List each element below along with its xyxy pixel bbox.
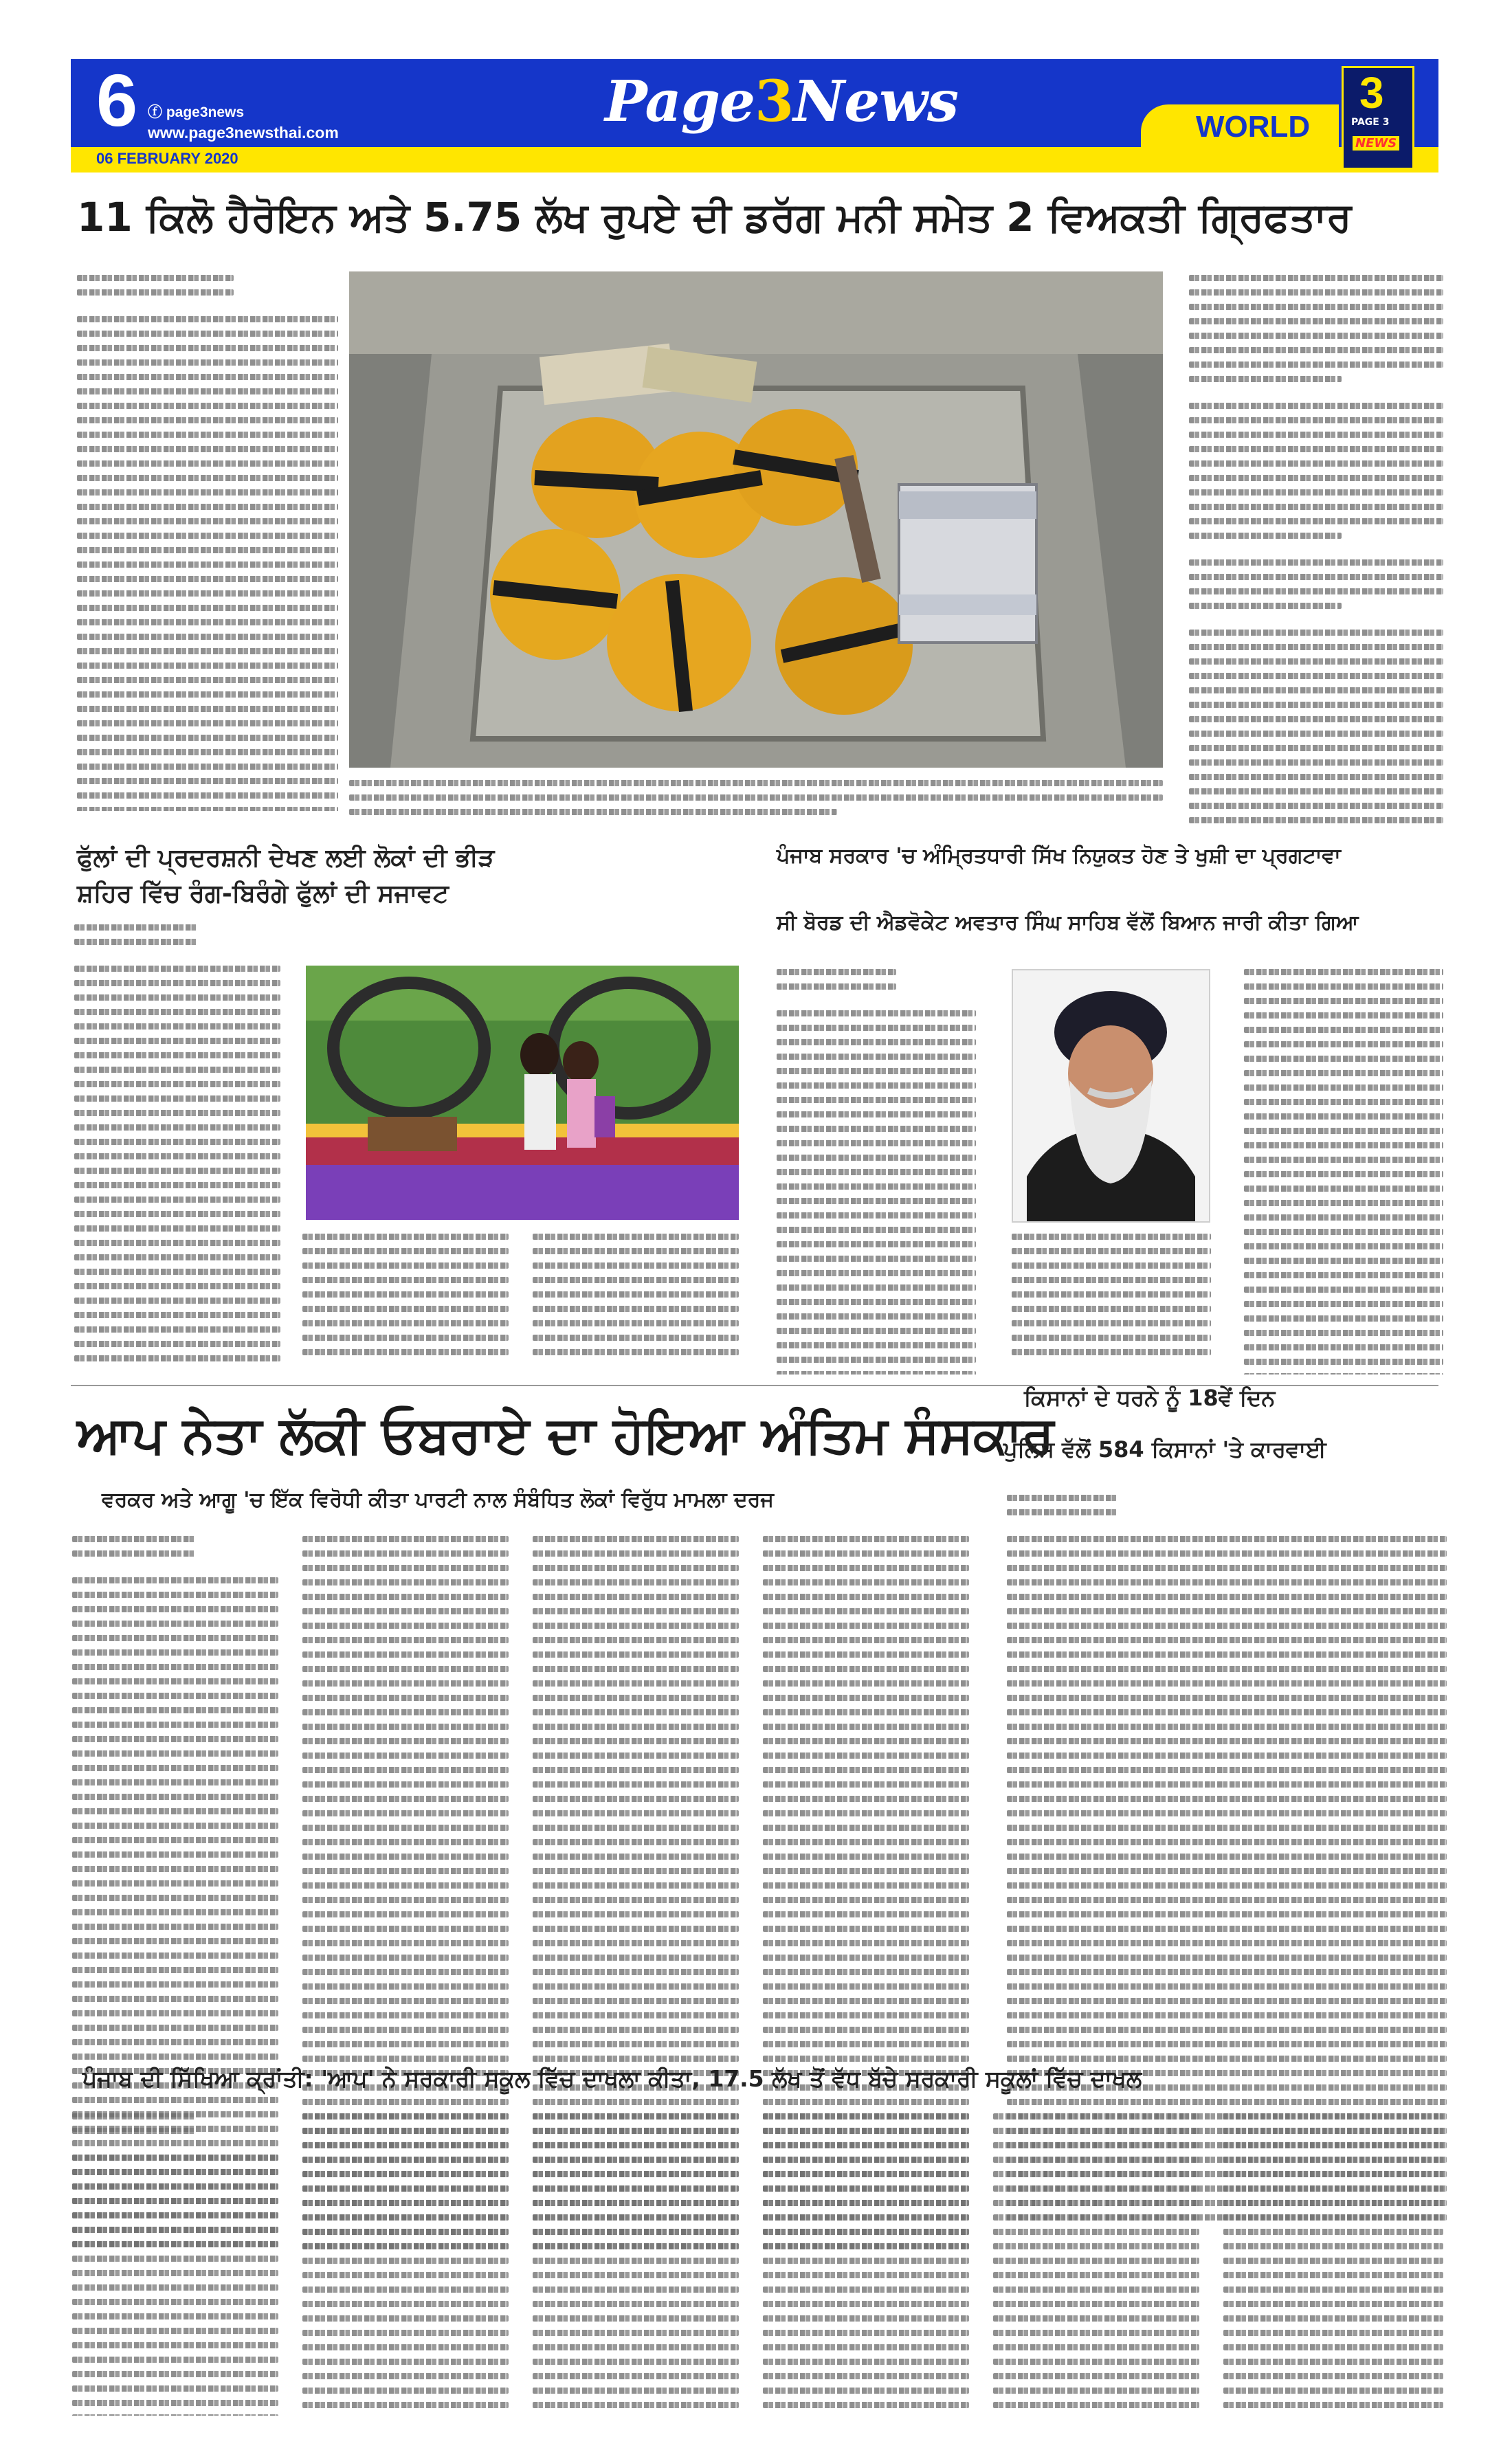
drugs-column-right xyxy=(1189,275,1443,825)
portrait-illustration xyxy=(1013,970,1209,1221)
website-link[interactable]: www.page3newsthai.com xyxy=(148,124,339,142)
sikh-headline-1: ਪੰਜਾਬ ਸਰਕਾਰ 'ਚ ਅੰਮ੍ਰਿਤਧਾਰੀ ਸਿੱਖ ਨਿਯੁਕਤ ਹੋਣ ਤੇ ਖੁਸ਼ੀ ਦਾ ਪ੍ਰਗਟਾਵਾ xyxy=(777,844,1341,868)
education-column-2 xyxy=(302,2113,509,2416)
newspaper-logo[interactable]: Page3News xyxy=(605,69,959,135)
flower-headline-1: ਫੁੱਲਾਂ ਦੀ ਪ੍ਰਦਰਸ਼ਨੀ ਦੇਖਣ ਲਈ ਲੋਕਾਂ ਦੀ ਭੀੜ xyxy=(77,844,495,872)
social-handle[interactable]: ⓕ page3news xyxy=(148,104,245,120)
flower-show-photo xyxy=(306,966,739,1220)
drugs-photo xyxy=(349,271,1163,768)
funeral-subhead: ਵਰਕਰ ਅਤੇ ਆਗੂ 'ਚ ਇੱਕ ਵਿਰੋਧੀ ਕੀਤਾ ਪਾਰਟੀ ਨਾਲ ਸੰਬੰਧਿਤ ਲੋਕਾਂ ਵਿਰੁੱਧ ਮਾਮਲਾ ਦਰਜ xyxy=(102,1488,774,1512)
badge-news-label: NEWS xyxy=(1353,136,1399,151)
flower-headline-2: ਸ਼ਹਿਰ ਵਿੱਚ ਰੰਗ-ਬਿਰੰਗੇ ਫੁੱਲਾਂ ਦੀ ਸਜਾਵਟ xyxy=(77,880,449,908)
sikh-column-caption xyxy=(1012,1234,1211,1371)
education-column-1 xyxy=(72,2113,278,2416)
sikh-column-1 xyxy=(777,969,976,1375)
education-column-6 xyxy=(1223,2113,1443,2416)
sikh-headline-2: ਸੀ ਬੋਰਡ ਦੀ ਐਡਵੋਕੇਟ ਅਵਤਾਰ ਸਿੰਘ ਸਾਹਿਬ ਵੱਲੋਂ ਬਿਆਨ ਜਾਰੀ ਕੀਤਾ ਗਿਆ xyxy=(777,911,1359,935)
brief-headline-1: ਕਿਸਾਨਾਂ ਦੇ ਧਰਨੇ ਨੂੰ 18ਵੇਂ ਦਿਨ xyxy=(1024,1385,1276,1411)
flower-show-illustration xyxy=(306,966,739,1220)
badge-number: 3 xyxy=(1359,68,1384,118)
sikh-elder-portrait xyxy=(1012,969,1210,1223)
education-headline: ਪੰਜਾਬ ਦੀ ਸਿੱਖਿਆ ਕ੍ਰਾਂਤੀ: 'ਆਪ' ਨੇ ਸਰਕਾਰੀ ਸਕੂਲ ਵਿੱਚ ਦਾਖਲਾ ਕੀਤਾ, 17.5 ਲੱਖ ਤੋਂ ਵੱਧ ਬੱਚੇ ਸਰਕਾਰੀ ਸਕੂਲਾਂ ਵਿੱਚ ਦਾਖਲ xyxy=(82,2065,1142,2092)
issue-date: 06 FEBRUARY 2020 xyxy=(96,150,238,167)
drugs-column-1 xyxy=(77,275,338,811)
education-column-4 xyxy=(763,2113,969,2416)
flower-column-1 xyxy=(74,924,280,1364)
section-label: WORLD xyxy=(1196,110,1311,144)
drug-seizure-illustration xyxy=(349,271,1163,768)
funeral-headline: ਆਪ ਨੇਤਾ ਲੱਕੀ ਓਬਰਾਏ ਦਾ ਹੋਇਆ ਅੰਤਿਮ ਸੰਸਕਾਰ xyxy=(77,1405,1054,1465)
brief-headline-2: ਪੁਲਿਸ ਵੱਲੋਂ 584 ਕਿਸਾਨਾਂ 'ਤੇ ਕਾਰਵਾਈ xyxy=(1003,1436,1326,1462)
drugs-headline: 11 ਕਿਲੋ ਹੈਰੋਇਨ ਅਤੇ 5.75 ਲੱਖ ਰੁਪਏ ਦੀ ਡਰੱਗ ਮਨੀ ਸਮੇਤ 2 ਵਿਅਕਤੀ ਗ੍ਰਿਫਤਾਰ xyxy=(77,194,1352,241)
education-column-3 xyxy=(533,2113,739,2416)
flower-column-3 xyxy=(533,1234,739,1364)
drugs-caption-lines xyxy=(349,780,1163,821)
badge-subtitle: PAGE 3 xyxy=(1351,117,1390,128)
flower-column-2 xyxy=(302,1234,509,1364)
sikh-column-2 xyxy=(1244,969,1443,1375)
page-number: 6 xyxy=(96,58,138,142)
education-column-5 xyxy=(993,2113,1199,2416)
facebook-icon: ⓕ xyxy=(148,104,166,120)
